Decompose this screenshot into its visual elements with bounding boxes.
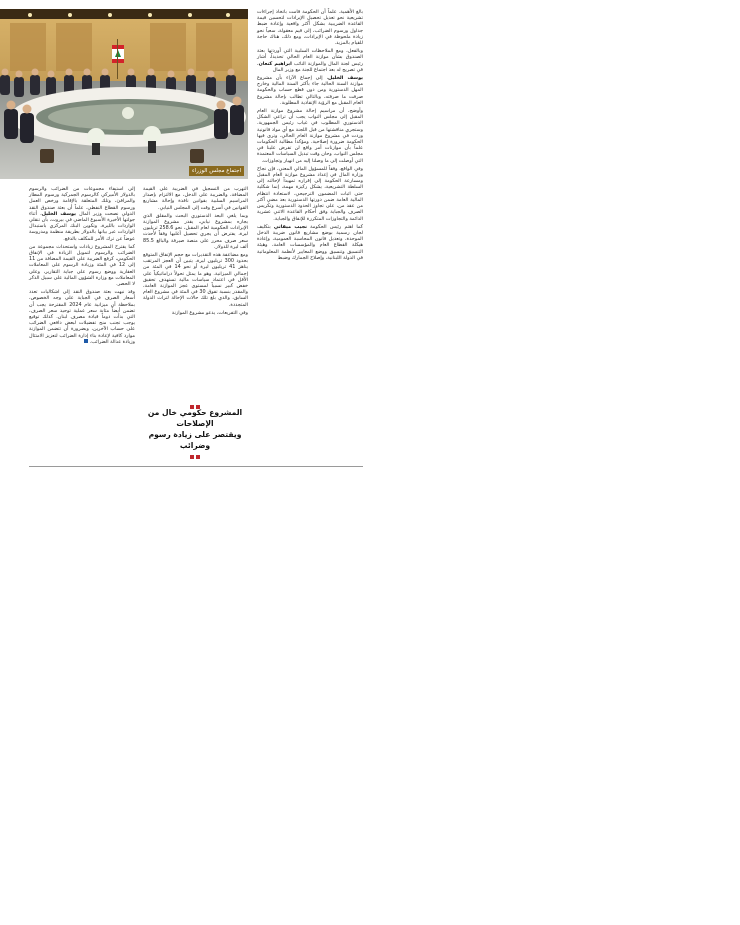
person-name: ابراهيم كنعان [258, 60, 292, 67]
subhead-line-2: ويقتصر على زيادة رسوم وضرائب [148, 430, 242, 450]
paragraph: يوسف الخليل، إلى إجماع الآراء بأن مشروع موازنة السنة الحالية جاء بأكثر السنة المالية وخارج المهل الدستورية ومن دون قطع حساب والحكومة صرفت ما صرفته، وبالتالي تطالب بإحالة مشروع العام المقبل مع الرؤية الإنقاذية المطلوبة. [257, 75, 363, 106]
paragraph: وفي الواقع، وفقاً للمسؤول المالي المعني، فإن نجاح وزارة المال في إعداد مشروع موازنة العام المقبل ومسارعة الحكومة إلى إقراره تمهيداً لإحالته إلى السلطة التشريعية، يشكل ركيزة مهمة، إنما شكلية حتى اثبات المضمون الترجيحي، لاستعادة انتظام المالية العامة ضمن دورتها الدستورية بعد مضي أكثر من عقد من، على تجاوز الحدود الدستورية وتكريس الصرف والجباية وفق أحكام القاعدة الاثني عشرية الدائمة والتجاوزات المتكررة للإنفاق والجباية. [257, 165, 363, 222]
paragraph: كما اهتم رئيس الحكومة نجيب ميقاتي بتكليف لجان رسمية بوضع مشاريع قانون ضريبة الدخل الموحدة، وتعديل قانون المحاسبة العمومية، وإعادة هيكلة القطاع العام والمؤسسات العامة، وهيئة التنسيق وتنسيق ووضع المعايير لأنظمة المعلوماتية في الدولة اللبنانية، وإصلاح الجمارك وضبط [257, 223, 364, 261]
paragraph: وقد نبهت بعثة صندوق النقد إلى اشكاليات تعدد أسعار الصرف في الجباية على وجه الخصوص، بملاحظة أن ميزانية عام 2024 المقترحة يجب أن تضمن أيضاً مثابة سعر عملية توحيد سعر الصرف، التي بدأت دوماً قيادة مصرف لبنان. كذلك توقيع يوجب تجنب منح تفضيلات لبعض دافعي الضرائب على حساب الآخرين، وبضرورة أن تتضمن الموازنة موارد كافية لإعادة بناء إدارة الضرائب لتعزيز الامتثال وزيادة عدالة الضرائب. [29, 289, 135, 345]
article-column-right [257, 9, 363, 263]
subheadline [141, 401, 249, 457]
subhead-line-1: المشروع حكومي خال من الإصلاحات [147, 408, 243, 428]
person-name: يوسف الخليل [41, 210, 76, 217]
paragraph: بالغ الأهمية. علماً أن الحكومة قامت باتخاذ إجراءات تشريعية نحو تعديل تحصيل الإيرادات لتحسين قيمة القاعدة الضريبية بشكل أكثر واقعية وإعادة ضبط جداول ورسوم الضرائب، إلى قيم معقولة، سعياً نحو زيادة ملحوظة في الإيرادات، ومع ذلك، هناك حاجة للقيام بالمزيد. [257, 9, 363, 47]
paragraph: وبالفعل، ومع الملاحظات السلبية التي أوردتها بعثة الصندوق بشأن موازنة العام الحالي تحديداً، أشار رئيس لجنة المال والموازنة النائب ابراهيم كنعان، في تصريح له بعد اجتماع للجنة مع وزير المال [257, 48, 363, 73]
paragraph: وبما يلغي البعد الدستوري البحث والمقلق الذي يجاره بمشروع نيابي، يقدر مشروع الموازنة الإيرادات الحكومية لعام المقبل، نحو 258.6 تريليون ليرة، يفترض أن يجري تحصيل أغلبها وفقاً لأحدث سعر صرف محرر على منصة صيرفة والبالغ 85.5 ألف ليرة للدولار. [143, 212, 248, 250]
paragraph: ومع مضاعفة هذه التقديرات مع حجم الإنفاق المتوقع بحدود 300 تريليون ليرة، يتبين أن العجز المرتقب يناهز 41 تريليون ليرة أو نحو 14 في المئة من إجمالي الميزانية. وهو ما يمثل تحولاً دراماتيكياً على الأقل في اعتماد سياسات مالية تستهدف تحقيق خفض كبير نسبياً لمستوى عجز الموازنة العامة، والمقدر بنسبة تفوق 30 في المئة في مشروع العام السابق، والذي بلغ تلك حالات الإحالة لتراث الدولة المتجددة. [143, 252, 248, 308]
person-name: يوسف الخليل [328, 75, 363, 82]
cabinet-meeting-photo [0, 9, 248, 179]
paragraph: التهرب من التسجيل في الضريبة على القيمة المضافة، والضريبة على الدخل، مع الالتزام بإصدار المراسيم السلبية بقوانين نافذة وإحالة مشاريع القوانين في أسرع وقت إلى المجلس النيابي. [143, 186, 248, 211]
article-end-mark-icon [84, 339, 88, 343]
article-column-middle [143, 186, 248, 318]
subhead-marker-bottom [141, 451, 249, 457]
person-name: نجيب ميقاتي [273, 223, 307, 230]
paragraph: وفي التفريعات، يدعو مشروع الموازنة [171, 309, 248, 316]
article-column-left [29, 186, 135, 347]
paragraph: كما يقترح المشروع زيادات واستحداث مجموعة من الضرائب والرسوم لتمويل الزيادة في الإنفاق الحكومي، كرفع الضريبة على القيمة المضافة من 11 إلى 12 في المئة وزيادة الرسوم على المعاملات العقارية ووضع رسوم على جباية التقارير، وعلى المعاملات مع وزارة الشؤون المالية على سبيل الذكر لا الحصر. [29, 243, 135, 288]
cabinet-meeting-image [0, 9, 248, 179]
paragraph: إلى استيفاء مجموعات من الضرائب والرسوم بالدولار الأميركي كالرسوم الجمركية ورسوم المطار والمرافئ، وتلك المتعلقة بالإقامة ورخص العمل ورسوم القطاع النفطي. علماً أن بعثة صندوق النقد الدولي نصحت وزير المال يوسف الخليل، أثناء جولتها الأخيرة الأسبوع الماضي في بيروت، بأن تنقلي الواردات بالليرة، وتكوين البنك المركزي باستبدال الواردات عبر بيانها بالدولار بطريقة منظمة ومدروسة عوضاً عن ترك الأمر للمكلف بالدفع. [29, 186, 135, 242]
paragraph: وأوضح، أن مراسيم إحالة مشروع موازنة العام المقبل إلى مجلس النواب يجب أن تراعي الشكل الدستوري المطلوب في غياب رئيس الجمهورية. وستجري مناقشتها من قبل اللجنة مع أي مواد قانونية وردت في مشروع موازنة العام الحالي، وترى فيها الحكومة ضرورة إصلاحية. ومؤكداً مطالبة الحكومات علماً بأن موازنات أمر واقع لن تفرض علينا في مجلس النواب، وحان وقت تبديل السياسات المعتمدة التي أوصلت إلى ما وصلنا إليه من انهيار وتجاوزات. [257, 108, 363, 164]
photo-caption: اجتماع مجلس الوزراء [189, 166, 244, 176]
bottom-divider [29, 466, 363, 467]
